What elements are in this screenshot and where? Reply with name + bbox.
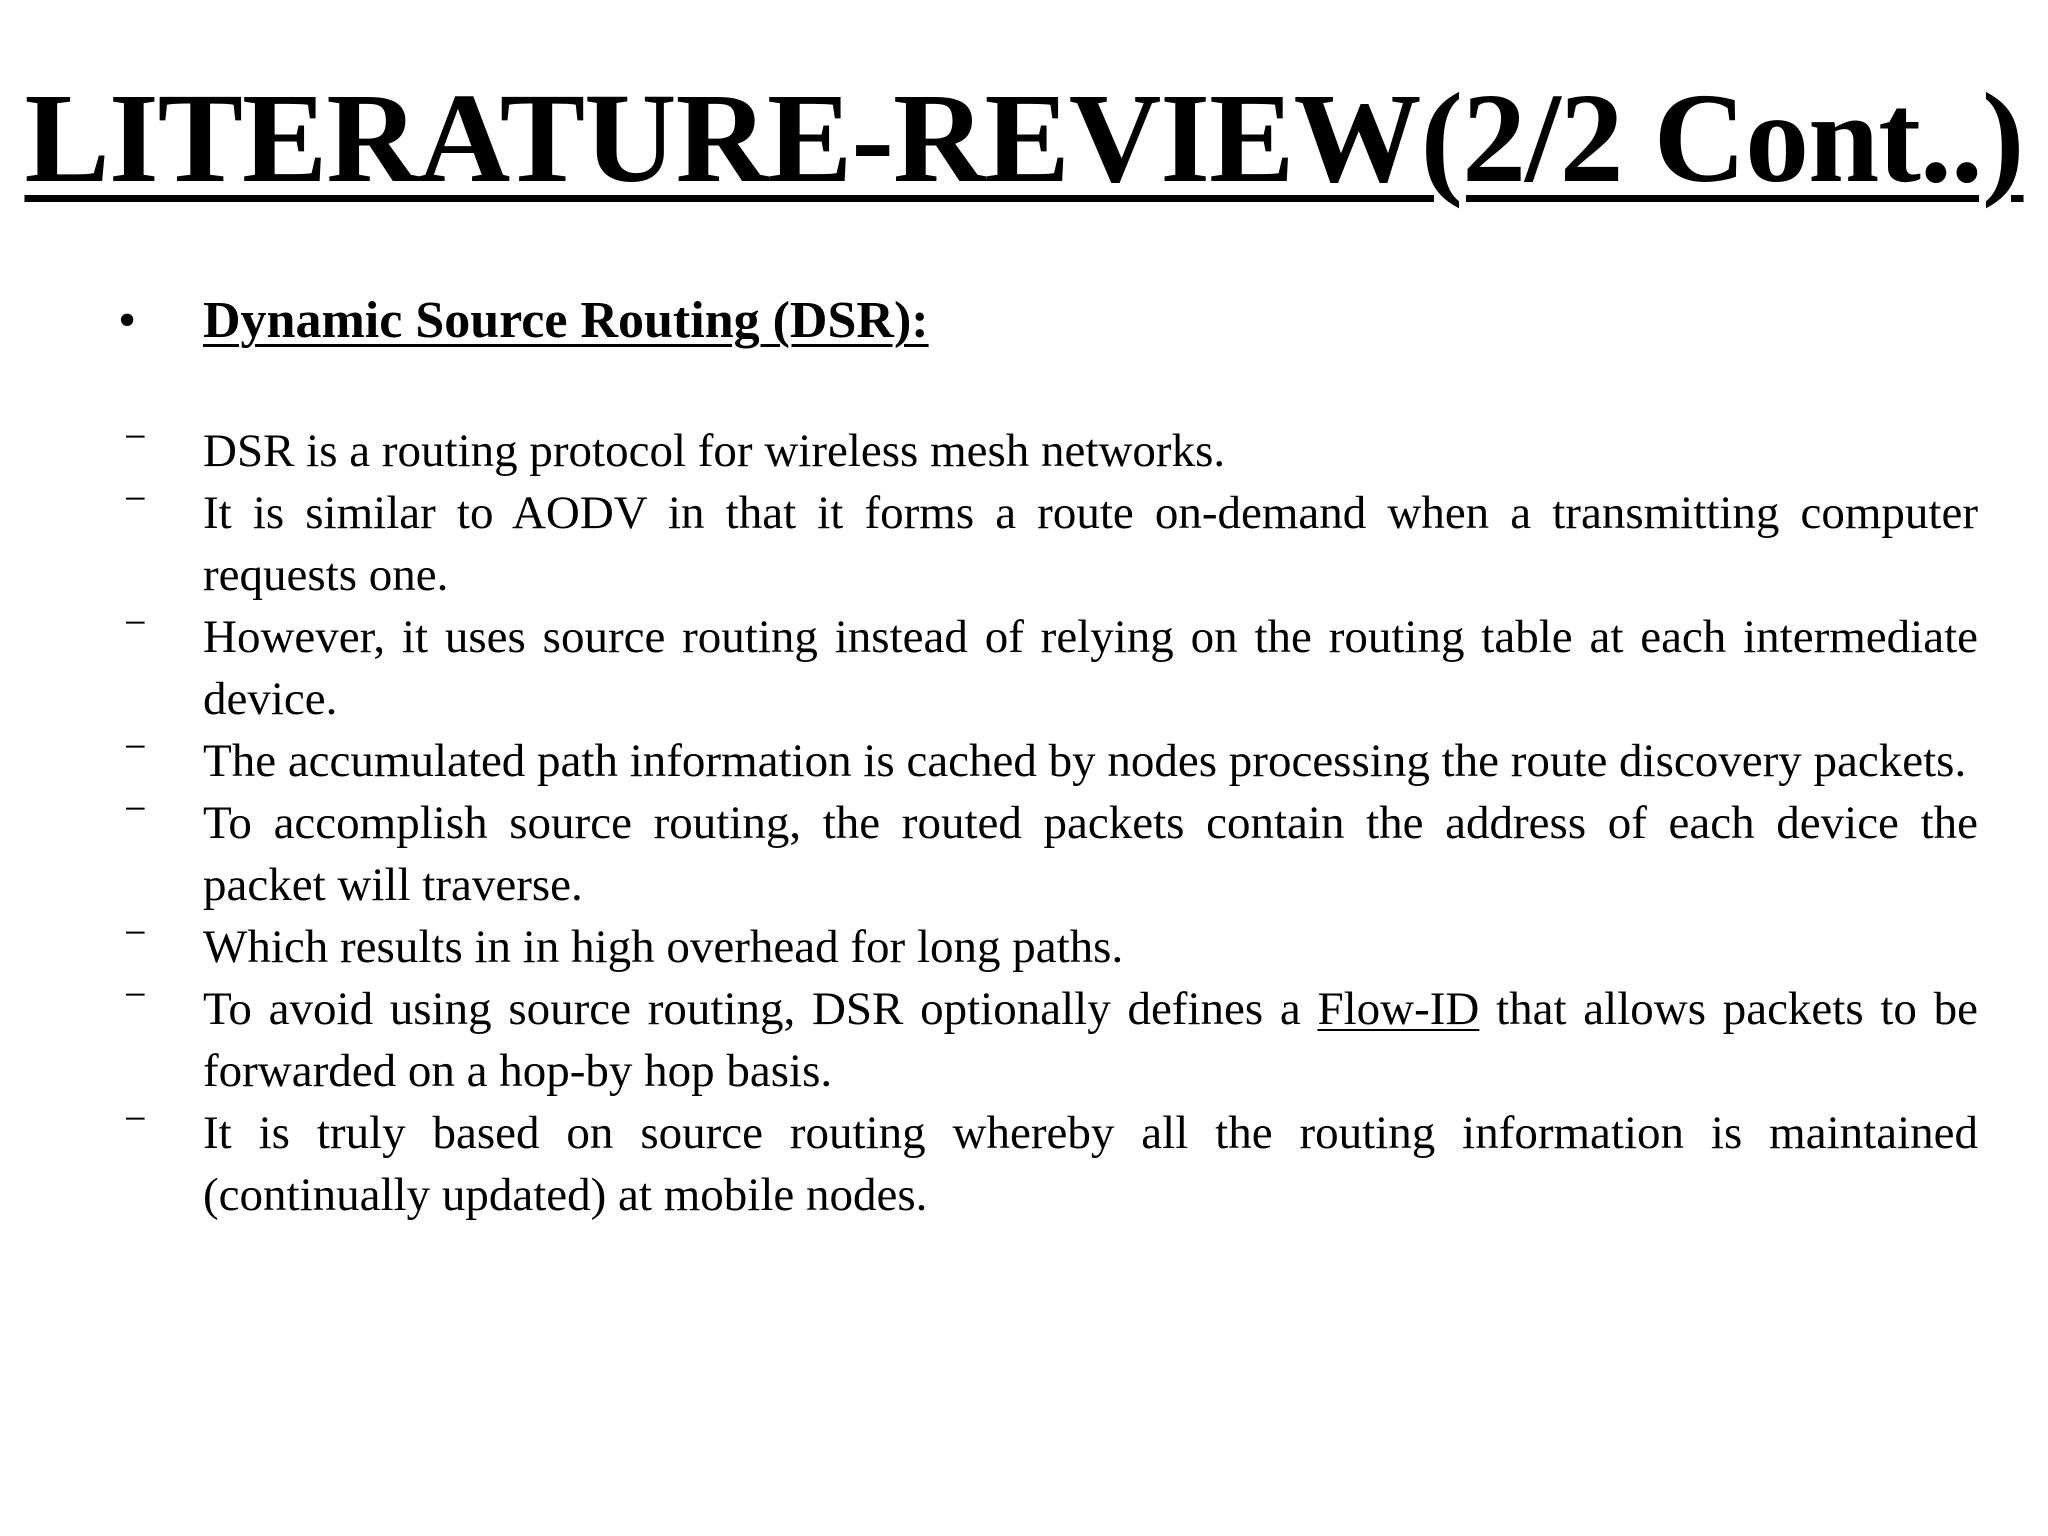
bullet-icon: • xyxy=(118,292,137,349)
dash-icon: − xyxy=(124,724,147,769)
point-text-after: that allows packets to be forwarded on a hop-by hop basis. xyxy=(203,983,1978,1097)
point-text: Which results in in high overhead for long paths. xyxy=(203,921,1124,973)
point-text: DSR is a routing protocol for wireless mesh networks. xyxy=(203,425,1226,477)
point-text: It is truly based on source routing whereby all the routing information is maintained (continually updated) at mobile nodes. xyxy=(203,1107,1978,1221)
slide-title: LITERATURE-REVIEW(2/2 Cont..) xyxy=(24,67,2024,209)
list-item xyxy=(118,724,1978,792)
dash-icon: − xyxy=(124,786,147,831)
flow-id-link[interactable]: Flow-ID xyxy=(1317,983,1480,1035)
dash-icon: − xyxy=(124,972,147,1017)
section-header xyxy=(118,286,2018,356)
dash-icon: − xyxy=(124,910,147,955)
dash-icon: − xyxy=(124,600,147,645)
dash-icon: − xyxy=(124,476,147,521)
list-item xyxy=(118,910,1978,978)
list-item xyxy=(118,972,1978,1102)
points-list xyxy=(118,414,1978,1226)
point-text: To accomplish source routing, the routed packets contain the address of each device the packet will traverse. xyxy=(203,797,1978,911)
dash-icon: − xyxy=(124,414,147,459)
section-heading: Dynamic Source Routing (DSR): xyxy=(203,292,929,349)
list-item xyxy=(118,786,1978,916)
list-item xyxy=(118,414,1978,482)
list-item xyxy=(118,600,1978,730)
point-text-before: To avoid using source routing, DSR optionally defines a xyxy=(203,983,1318,1035)
list-item xyxy=(118,476,1978,606)
point-text: However, it uses source routing instead of relying on the routing table at each intermediate device. xyxy=(203,611,1978,725)
list-item xyxy=(118,1096,1978,1226)
dash-icon: − xyxy=(124,1096,147,1141)
point-text: It is similar to AODV in that it forms a route on-demand when a transmitting computer requests one. xyxy=(203,487,1978,601)
point-text: The accumulated path information is cached by nodes processing the route discovery packets. xyxy=(203,735,1967,787)
